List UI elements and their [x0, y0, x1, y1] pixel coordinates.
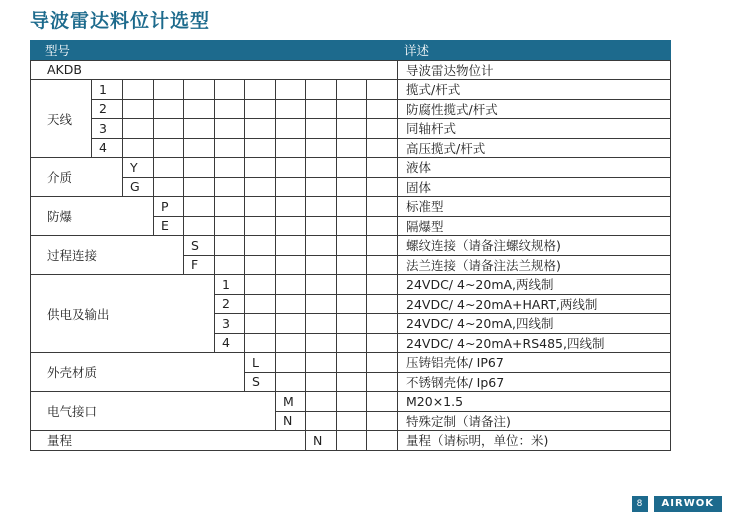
empty-cell: [276, 314, 306, 334]
empty-cell: [184, 197, 215, 217]
empty-cell: [215, 216, 245, 236]
empty-cell: [306, 411, 337, 431]
empty-cell: [367, 158, 398, 178]
group-label-range: 量程: [31, 431, 306, 451]
empty-cell: [367, 294, 398, 314]
empty-cell: [215, 236, 245, 256]
empty-cell: [367, 411, 398, 431]
empty-cell: [123, 80, 154, 100]
empty-cell: [154, 99, 184, 119]
empty-cell: [276, 216, 306, 236]
empty-cell: [337, 314, 367, 334]
empty-cell: [276, 138, 306, 158]
empty-cell: [306, 372, 337, 392]
option-code: G: [123, 177, 154, 197]
option-code: 4: [215, 333, 245, 353]
empty-cell: [337, 411, 367, 431]
empty-cell: [306, 275, 337, 295]
model-header: 型号: [31, 41, 398, 61]
empty-cell: [337, 138, 367, 158]
empty-cell: [367, 314, 398, 334]
empty-cell: [184, 216, 215, 236]
table-row: [31, 236, 671, 256]
empty-cell: [276, 80, 306, 100]
table-row: [31, 353, 671, 373]
empty-cell: [276, 119, 306, 139]
option-code: E: [154, 216, 184, 236]
empty-cell: [276, 372, 306, 392]
empty-cell: [276, 177, 306, 197]
group-label-process: 过程连接: [31, 236, 184, 275]
empty-cell: [306, 80, 337, 100]
group-label-power: 供电及输出: [31, 275, 215, 353]
option-code: 2: [92, 99, 123, 119]
empty-cell: [276, 99, 306, 119]
empty-cell: [276, 236, 306, 256]
empty-cell: [367, 80, 398, 100]
option-code: 2: [215, 294, 245, 314]
empty-cell: [215, 255, 245, 275]
empty-cell: [154, 138, 184, 158]
empty-cell: [337, 197, 367, 217]
table-row: [31, 177, 671, 197]
option-code: F: [184, 255, 215, 275]
table-row: [31, 197, 671, 217]
header-row: [31, 41, 671, 61]
empty-cell: [367, 431, 398, 451]
brand-logo: AIRWOK: [654, 496, 722, 512]
option-desc: 液体: [398, 158, 671, 178]
footer: [632, 496, 722, 512]
empty-cell: [184, 177, 215, 197]
empty-cell: [184, 99, 215, 119]
page-title: 导波雷达料位计选型: [30, 10, 211, 32]
option-code: L: [245, 353, 276, 373]
option-code: 3: [215, 314, 245, 334]
empty-cell: [184, 119, 215, 139]
option-desc: 同轴杆式: [398, 119, 671, 139]
base-model-desc: 导波雷达物位计: [398, 60, 671, 80]
option-code: M: [276, 392, 306, 412]
empty-cell: [123, 138, 154, 158]
empty-cell: [215, 99, 245, 119]
empty-cell: [337, 372, 367, 392]
empty-cell: [367, 216, 398, 236]
empty-cell: [276, 275, 306, 295]
group-label-housing: 外壳材质: [31, 353, 245, 392]
empty-cell: [215, 158, 245, 178]
empty-cell: [337, 431, 367, 451]
option-desc: 螺纹连接（请备注螺纹规格): [398, 236, 671, 256]
empty-cell: [306, 119, 337, 139]
empty-cell: [245, 138, 276, 158]
table-row: [31, 119, 671, 139]
empty-cell: [245, 80, 276, 100]
empty-cell: [245, 255, 276, 275]
empty-cell: [184, 80, 215, 100]
empty-cell: [215, 119, 245, 139]
empty-cell: [154, 119, 184, 139]
empty-cell: [123, 99, 154, 119]
option-code: S: [184, 236, 215, 256]
option-code: S: [245, 372, 276, 392]
option-code: 1: [215, 275, 245, 295]
empty-cell: [276, 353, 306, 373]
empty-cell: [154, 177, 184, 197]
empty-cell: [367, 119, 398, 139]
empty-cell: [245, 294, 276, 314]
empty-cell: [245, 177, 276, 197]
option-code: N: [276, 411, 306, 431]
empty-cell: [306, 177, 337, 197]
empty-cell: [306, 294, 337, 314]
option-desc: 特殊定制（请备注): [398, 411, 671, 431]
empty-cell: [367, 372, 398, 392]
table-row: [31, 60, 671, 80]
empty-cell: [367, 138, 398, 158]
option-desc: 24VDC/ 4~20mA,四线制: [398, 314, 671, 334]
empty-cell: [337, 294, 367, 314]
empty-cell: [367, 177, 398, 197]
group-label-medium: 介质: [31, 158, 123, 197]
empty-cell: [367, 275, 398, 295]
empty-cell: [245, 275, 276, 295]
empty-cell: [306, 99, 337, 119]
empty-cell: [367, 236, 398, 256]
empty-cell: [337, 119, 367, 139]
option-desc: 法兰连接（请备注法兰规格): [398, 255, 671, 275]
option-desc: 24VDC/ 4~20mA+RS485,四线制: [398, 333, 671, 353]
empty-cell: [337, 216, 367, 236]
option-desc: 压铸铝壳体/ IP67: [398, 353, 671, 373]
empty-cell: [367, 353, 398, 373]
base-model-code: AKDB: [31, 60, 398, 80]
option-desc: 高压揽式/杆式: [398, 138, 671, 158]
option-desc: 固体: [398, 177, 671, 197]
empty-cell: [306, 314, 337, 334]
empty-cell: [154, 158, 184, 178]
empty-cell: [245, 158, 276, 178]
table-row: [31, 138, 671, 158]
empty-cell: [306, 333, 337, 353]
empty-cell: [245, 119, 276, 139]
empty-cell: [245, 236, 276, 256]
empty-cell: [337, 99, 367, 119]
empty-cell: [337, 158, 367, 178]
option-desc: 揽式/杆式: [398, 80, 671, 100]
option-code: 4: [92, 138, 123, 158]
empty-cell: [276, 197, 306, 217]
empty-cell: [306, 197, 337, 217]
empty-cell: [184, 158, 215, 178]
empty-cell: [215, 80, 245, 100]
empty-cell: [245, 333, 276, 353]
empty-cell: [276, 158, 306, 178]
empty-cell: [276, 255, 306, 275]
empty-cell: [367, 392, 398, 412]
empty-cell: [245, 197, 276, 217]
empty-cell: [337, 177, 367, 197]
table-row: [31, 158, 671, 178]
empty-cell: [306, 216, 337, 236]
empty-cell: [337, 80, 367, 100]
empty-cell: [367, 99, 398, 119]
empty-cell: [306, 236, 337, 256]
group-label-antenna: 天线: [31, 80, 92, 158]
empty-cell: [154, 80, 184, 100]
empty-cell: [276, 333, 306, 353]
empty-cell: [337, 392, 367, 412]
empty-cell: [337, 275, 367, 295]
option-code: P: [154, 197, 184, 217]
desc-header: 详述: [398, 41, 671, 61]
empty-cell: [367, 197, 398, 217]
empty-cell: [306, 255, 337, 275]
empty-cell: [184, 138, 215, 158]
empty-cell: [215, 177, 245, 197]
empty-cell: [306, 392, 337, 412]
table-row: [31, 431, 671, 451]
option-code: Y: [123, 158, 154, 178]
option-desc: 标准型: [398, 197, 671, 217]
empty-cell: [123, 119, 154, 139]
option-desc: M20×1.5: [398, 392, 671, 412]
empty-cell: [306, 353, 337, 373]
option-desc: 隔爆型: [398, 216, 671, 236]
option-code: N: [306, 431, 337, 451]
option-desc: 24VDC/ 4~20mA+HART,两线制: [398, 294, 671, 314]
group-label-interface: 电气接口: [31, 392, 276, 431]
option-desc: 量程（请标明，单位：米): [398, 431, 671, 451]
empty-cell: [245, 216, 276, 236]
empty-cell: [337, 255, 367, 275]
table-row: [31, 99, 671, 119]
option-desc: 防腐性揽式/杆式: [398, 99, 671, 119]
selection-table: [30, 40, 671, 451]
empty-cell: [337, 353, 367, 373]
option-code: 3: [92, 119, 123, 139]
empty-cell: [215, 197, 245, 217]
group-label-explosion: 防爆: [31, 197, 154, 236]
empty-cell: [367, 255, 398, 275]
option-code: 1: [92, 80, 123, 100]
empty-cell: [367, 333, 398, 353]
option-desc: 24VDC/ 4~20mA,两线制: [398, 275, 671, 295]
empty-cell: [245, 314, 276, 334]
empty-cell: [337, 333, 367, 353]
empty-cell: [306, 158, 337, 178]
table-row: [31, 392, 671, 412]
empty-cell: [245, 99, 276, 119]
empty-cell: [276, 294, 306, 314]
empty-cell: [306, 138, 337, 158]
table-row: [31, 80, 671, 100]
empty-cell: [337, 236, 367, 256]
table-row: [31, 275, 671, 295]
empty-cell: [215, 138, 245, 158]
page-number: 8: [632, 496, 648, 512]
option-desc: 不锈钢壳体/ Ip67: [398, 372, 671, 392]
